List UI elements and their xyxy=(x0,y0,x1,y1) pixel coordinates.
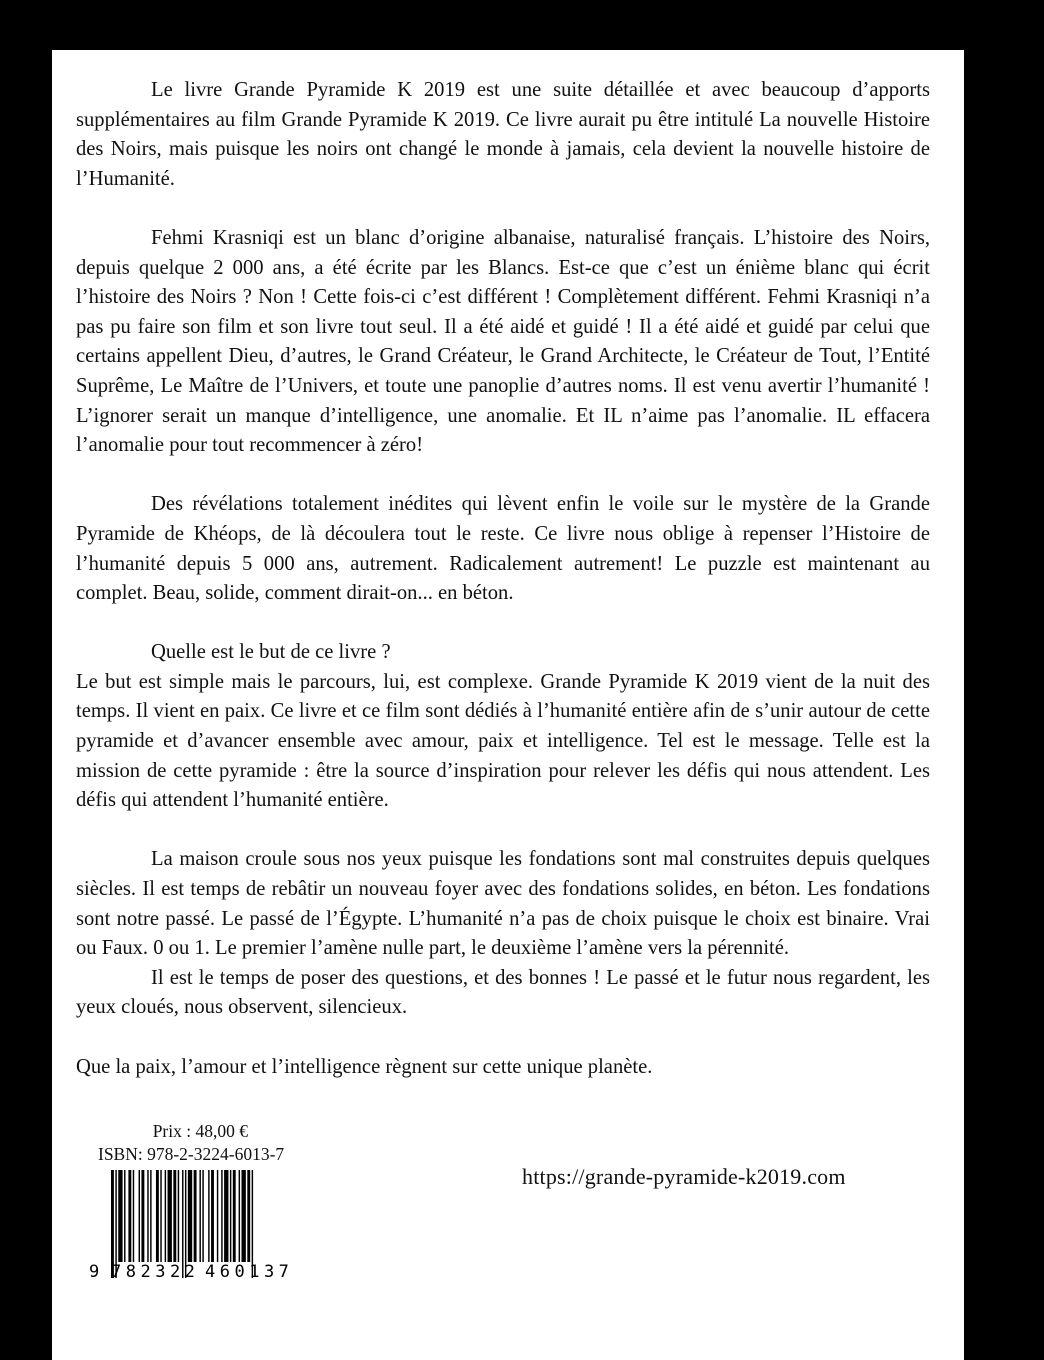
website-url: https://grande-pyramide-k2019.com xyxy=(522,1164,846,1189)
price-label: Prix : 48,00 € xyxy=(152,1121,248,1141)
barcode-digit-prefix: 9 xyxy=(89,1262,100,1282)
paragraph-question: Quelle est le but de ce livre ? xyxy=(151,641,391,664)
paragraph-foundations: La maison croule sous nos yeux puisque les fondations sont mal construites depuis quelques siècles. Il est temps de rebâtir un nouveau foyer avec des fondations solides, en béton. Les fondations sont notre passé. Le passé de l’Égypte. L’humanité n’a pas de choix puisque le choix est binaire. Vrai ou Faux. 0 ou 1. Le premier l’amène nulle part, le deuxième l’amène vers la pérennité. xyxy=(76,848,930,960)
paragraph-revelations: Des révélations totalement inédites qui lèvent enfin le voile sur le mystère de la Grande Pyramide de Khéops, de là découlera tout le reste. Ce livre nous oblige à repenser l’Histoire de l’humanité depuis 5 000 ans, autrement. Radicalement autrement! Le puzzle est maintenant au complet. Beau, solide, comment dirait-on... en béton. xyxy=(76,493,930,605)
barcode-digits-right: 460137 xyxy=(205,1262,294,1282)
paragraph-purpose: Le but est simple mais le parcours, lui, est complexe. Grande Pyramide K 2019 vient de la nuit des temps. Il vient en paix. Ce livre et ce film sont dédiés à l’humanité entière afin de s’unir autour de cette pyramide et d’avancer ensemble avec amour, paix et intelligence. Tel est le message. Telle est la mission de cette pyramide : être la source d’inspiration pour relever les défis qui nous attendent. Les défis qui attendent l’humanité entière. xyxy=(76,670,930,812)
paragraph-intro: Le livre Grande Pyramide K 2019 est une suite détaillée et avec beaucoup d’apports supplémentaires au film Grande Pyramide K 2019. Ce livre aurait pu être intitulé La nouvelle Histoire des Noirs, mais puisque les noirs ont changé le monde à jamais, cela devient la nouvelle histoire de l’Humanité. xyxy=(76,79,930,190)
paragraph-closing: Que la paix, l’amour et l’intelligence règnent sur cette unique planète. xyxy=(76,1055,653,1078)
barcode-digits-left: 782322 xyxy=(111,1262,200,1282)
back-cover-page xyxy=(52,50,964,1360)
isbn-label: ISBN: 978-2-3224-6013-7 xyxy=(98,1144,285,1164)
paragraph-questions: Il est le temps de poser des questions, et des bonnes ! Le passé et le futur nous regardent, les yeux cloués, nous observent, silencieux. xyxy=(76,966,930,1019)
paragraph-author: Fehmi Krasniqi est un blanc d’origine albanaise, naturalisé français. L’histoire des Noirs, depuis quelque 2 000 ans, a été écrite par les Blancs. Est-ce que c’est un énième blanc qui écrit l’histoire des Noirs ? Non ! Cette fois-ci c’est différent ! Complètement différent. Fehmi Krasniqi n’a pas pu faire son film et son livre tout seul. Il a été aidé et guidé ! Il a été aidé et guidé par celui que certains appellent Dieu, d’autres, le Grand Créateur, le Grand Architecte, le Créateur de Tout, l’Entité Suprême, Le Maître de l’Univers, et toute une panoplie d’autres noms. Il est venu avertir l’humanité ! L’ignorer serait un manque d’intelligence, une anomalie. Et IL n’aime pas l’anomalie. IL effacera l’anomalie pour tout recommencer à zéro! xyxy=(76,226,930,457)
blurb-text xyxy=(76,76,930,1082)
price-block xyxy=(98,1120,308,1166)
barcode xyxy=(89,1170,307,1284)
